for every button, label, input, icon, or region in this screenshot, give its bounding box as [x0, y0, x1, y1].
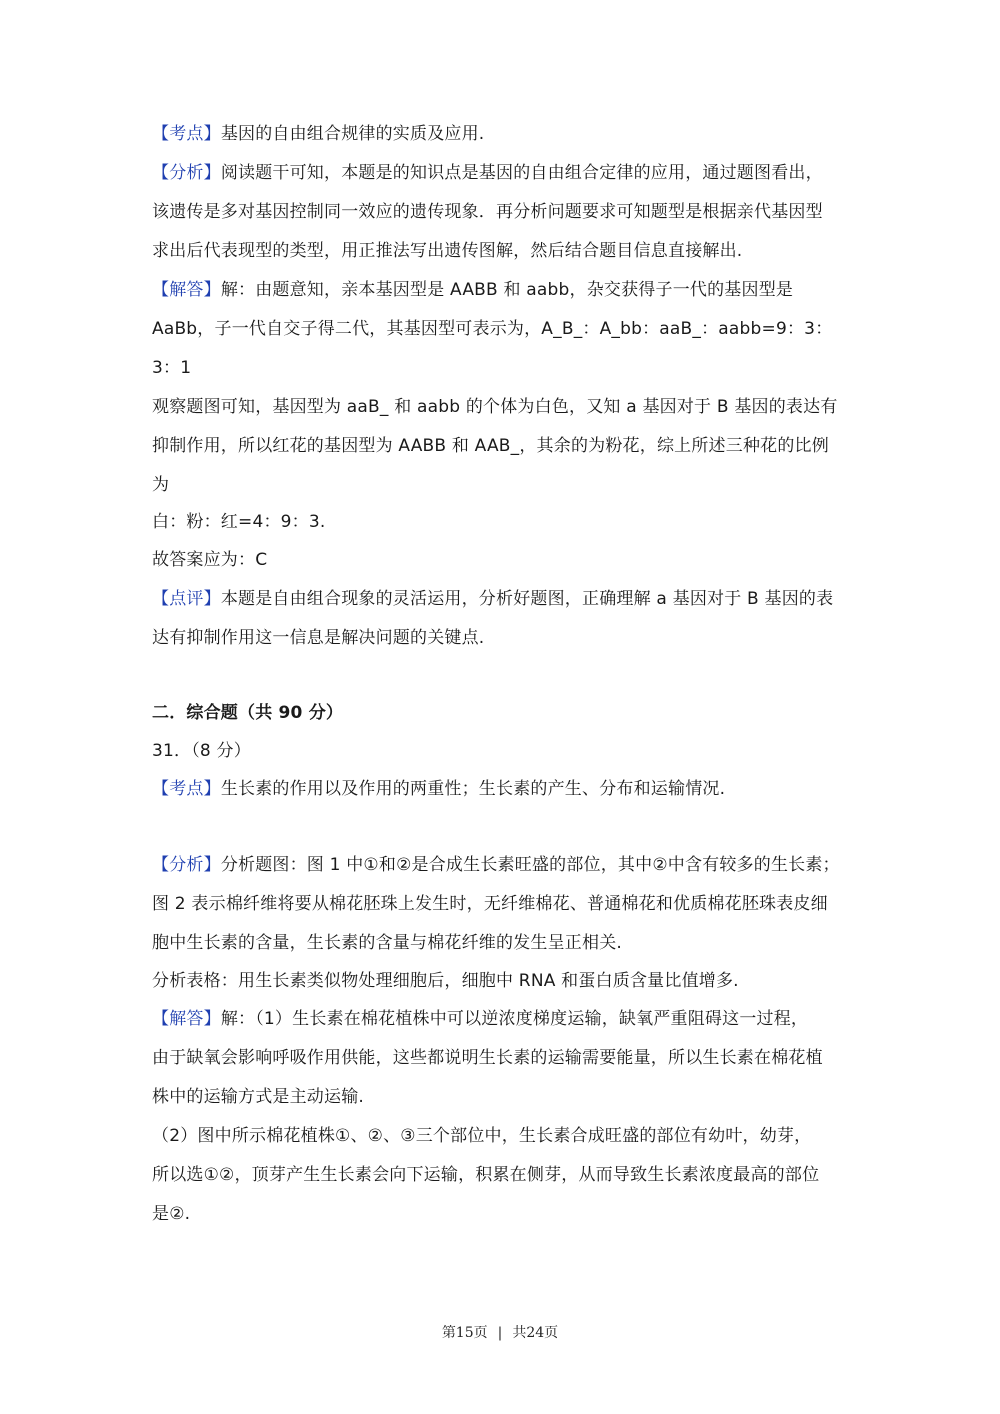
line-text: 为: [152, 475, 170, 495]
text-line: [152, 969, 739, 993]
text-line: [152, 777, 725, 801]
line-text: 基因的自由组合规律的实质及应用.: [220, 124, 485, 144]
line-text: 解：由题意知，亲本基因型是 AABB 和 aabb，杂交获得子一代的基因型是: [220, 280, 794, 300]
text-line: [152, 1007, 808, 1031]
question-number: [152, 739, 251, 763]
footer-separator: |: [497, 1325, 503, 1341]
line-text: 由于缺氧会影响呼吸作用供能，这些都说明生长素的运输需要能量，所以生长素在棉花植: [152, 1048, 823, 1068]
section-tag: 【分析】: [152, 855, 221, 875]
line-text: 分析表格：用生长素类似物处理细胞后，细胞中 RNA 和蛋白质含量比值增多.: [152, 971, 739, 991]
line-text: 求出后代表现型的类型，用正推法写出遗传图解，然后结合题目信息直接解出.: [152, 241, 743, 261]
section-tag: 【考点】: [152, 124, 221, 144]
text-line: [152, 434, 829, 458]
text-line: [152, 395, 838, 419]
text-line: [152, 473, 169, 497]
text-line: [152, 1124, 811, 1148]
section-tag: 【解答】: [152, 280, 221, 300]
line-text: 所以选①②，顶芽产生生长素会向下运输，积累在侧芽，从而导致生长素浓度最高的部位: [152, 1165, 820, 1185]
line-text: 生长素的作用以及作用的两重性；生长素的产生、分布和运输情况.: [220, 779, 726, 799]
text-line: [152, 626, 484, 650]
section-tag: 【解答】: [152, 1009, 221, 1029]
line-text: 抑制作用，所以红花的基因型为 AABB 和 AAB_，其余的为粉花，综上所述三种花的比例: [152, 436, 829, 456]
text-line: [152, 200, 823, 224]
text-line: [152, 1202, 190, 1226]
line-text: AaBb，子一代自交子得二代，其基因型可表示为，A_B_：A_bb：aaB_：aabb=9：3：: [152, 319, 833, 339]
text-line: [152, 317, 832, 341]
heading-text: 二．综合题（共 90 分）: [152, 703, 344, 723]
line-text: 31．（8 分）: [152, 741, 251, 761]
text-line: [152, 1085, 364, 1109]
line-text: 图 2 表示棉纤维将要从棉花胚珠上发生时，无纤维棉花、普通棉花和优质棉花胚珠表皮细: [152, 894, 828, 914]
page-number: 第15页: [441, 1325, 488, 1341]
text-line: [152, 548, 267, 572]
text-line: [152, 931, 622, 955]
section-tag: 【分析】: [152, 163, 221, 183]
line-text: 该遗传是多对基因控制同一效应的遗传现象．再分析问题要求可知题型是根据亲代基因型: [152, 202, 823, 222]
line-text: 分析题图：图 1 中①和②是合成生长素旺盛的部位，其中②中含有较多的生长素；: [220, 855, 840, 875]
text-line: [152, 356, 191, 380]
text-line: [152, 278, 793, 302]
section-tag: 【考点】: [152, 779, 221, 799]
line-text: 株中的运输方式是主动运输.: [152, 1087, 365, 1107]
text-line: [152, 510, 326, 534]
line-text: 白：粉：红=4：9：3.: [152, 512, 326, 532]
text-line: [152, 239, 742, 263]
line-text: 达有抑制作用这一信息是解决问题的关键点.: [152, 628, 485, 648]
line-text: 解：（1）生长素在棉花植株中可以逆浓度梯度运输，缺氧严重阻碍这一过程，: [220, 1009, 809, 1029]
section-heading: [152, 701, 343, 725]
page-total: 共24页: [512, 1325, 559, 1341]
section-tag: 【点评】: [152, 589, 221, 609]
line-text: 3：1: [152, 358, 192, 378]
text-line: [152, 1046, 823, 1070]
line-text: 是②.: [152, 1204, 191, 1224]
text-line: [152, 853, 840, 877]
text-line: [152, 161, 823, 185]
text-line: [152, 892, 828, 916]
text-line: [152, 587, 833, 611]
line-text: 本题是自由组合现象的灵活运用，分析好题图，正确理解 a 基因对于 B 基因的表: [220, 589, 834, 609]
line-text: 胞中生长素的含量，生长素的含量与棉花纤维的发生呈正相关.: [152, 933, 623, 953]
line-text: 阅读题干可知，本题是的知识点是基因的自由组合定律的应用，通过题图看出，: [220, 163, 823, 183]
line-text: 故答案应为：C: [152, 550, 268, 570]
line-text: 观察题图可知，基因型为 aaB_ 和 aabb 的个体为白色，又知 a 基因对于 B 基因的表达有: [152, 397, 838, 417]
page-footer: [0, 1322, 1000, 1342]
text-line: [152, 122, 484, 146]
text-line: [152, 1163, 819, 1187]
line-text: （2）图中所示棉花植株①、②、③三个部位中，生长素合成旺盛的部位有幼叶，幼芽，: [152, 1126, 812, 1146]
